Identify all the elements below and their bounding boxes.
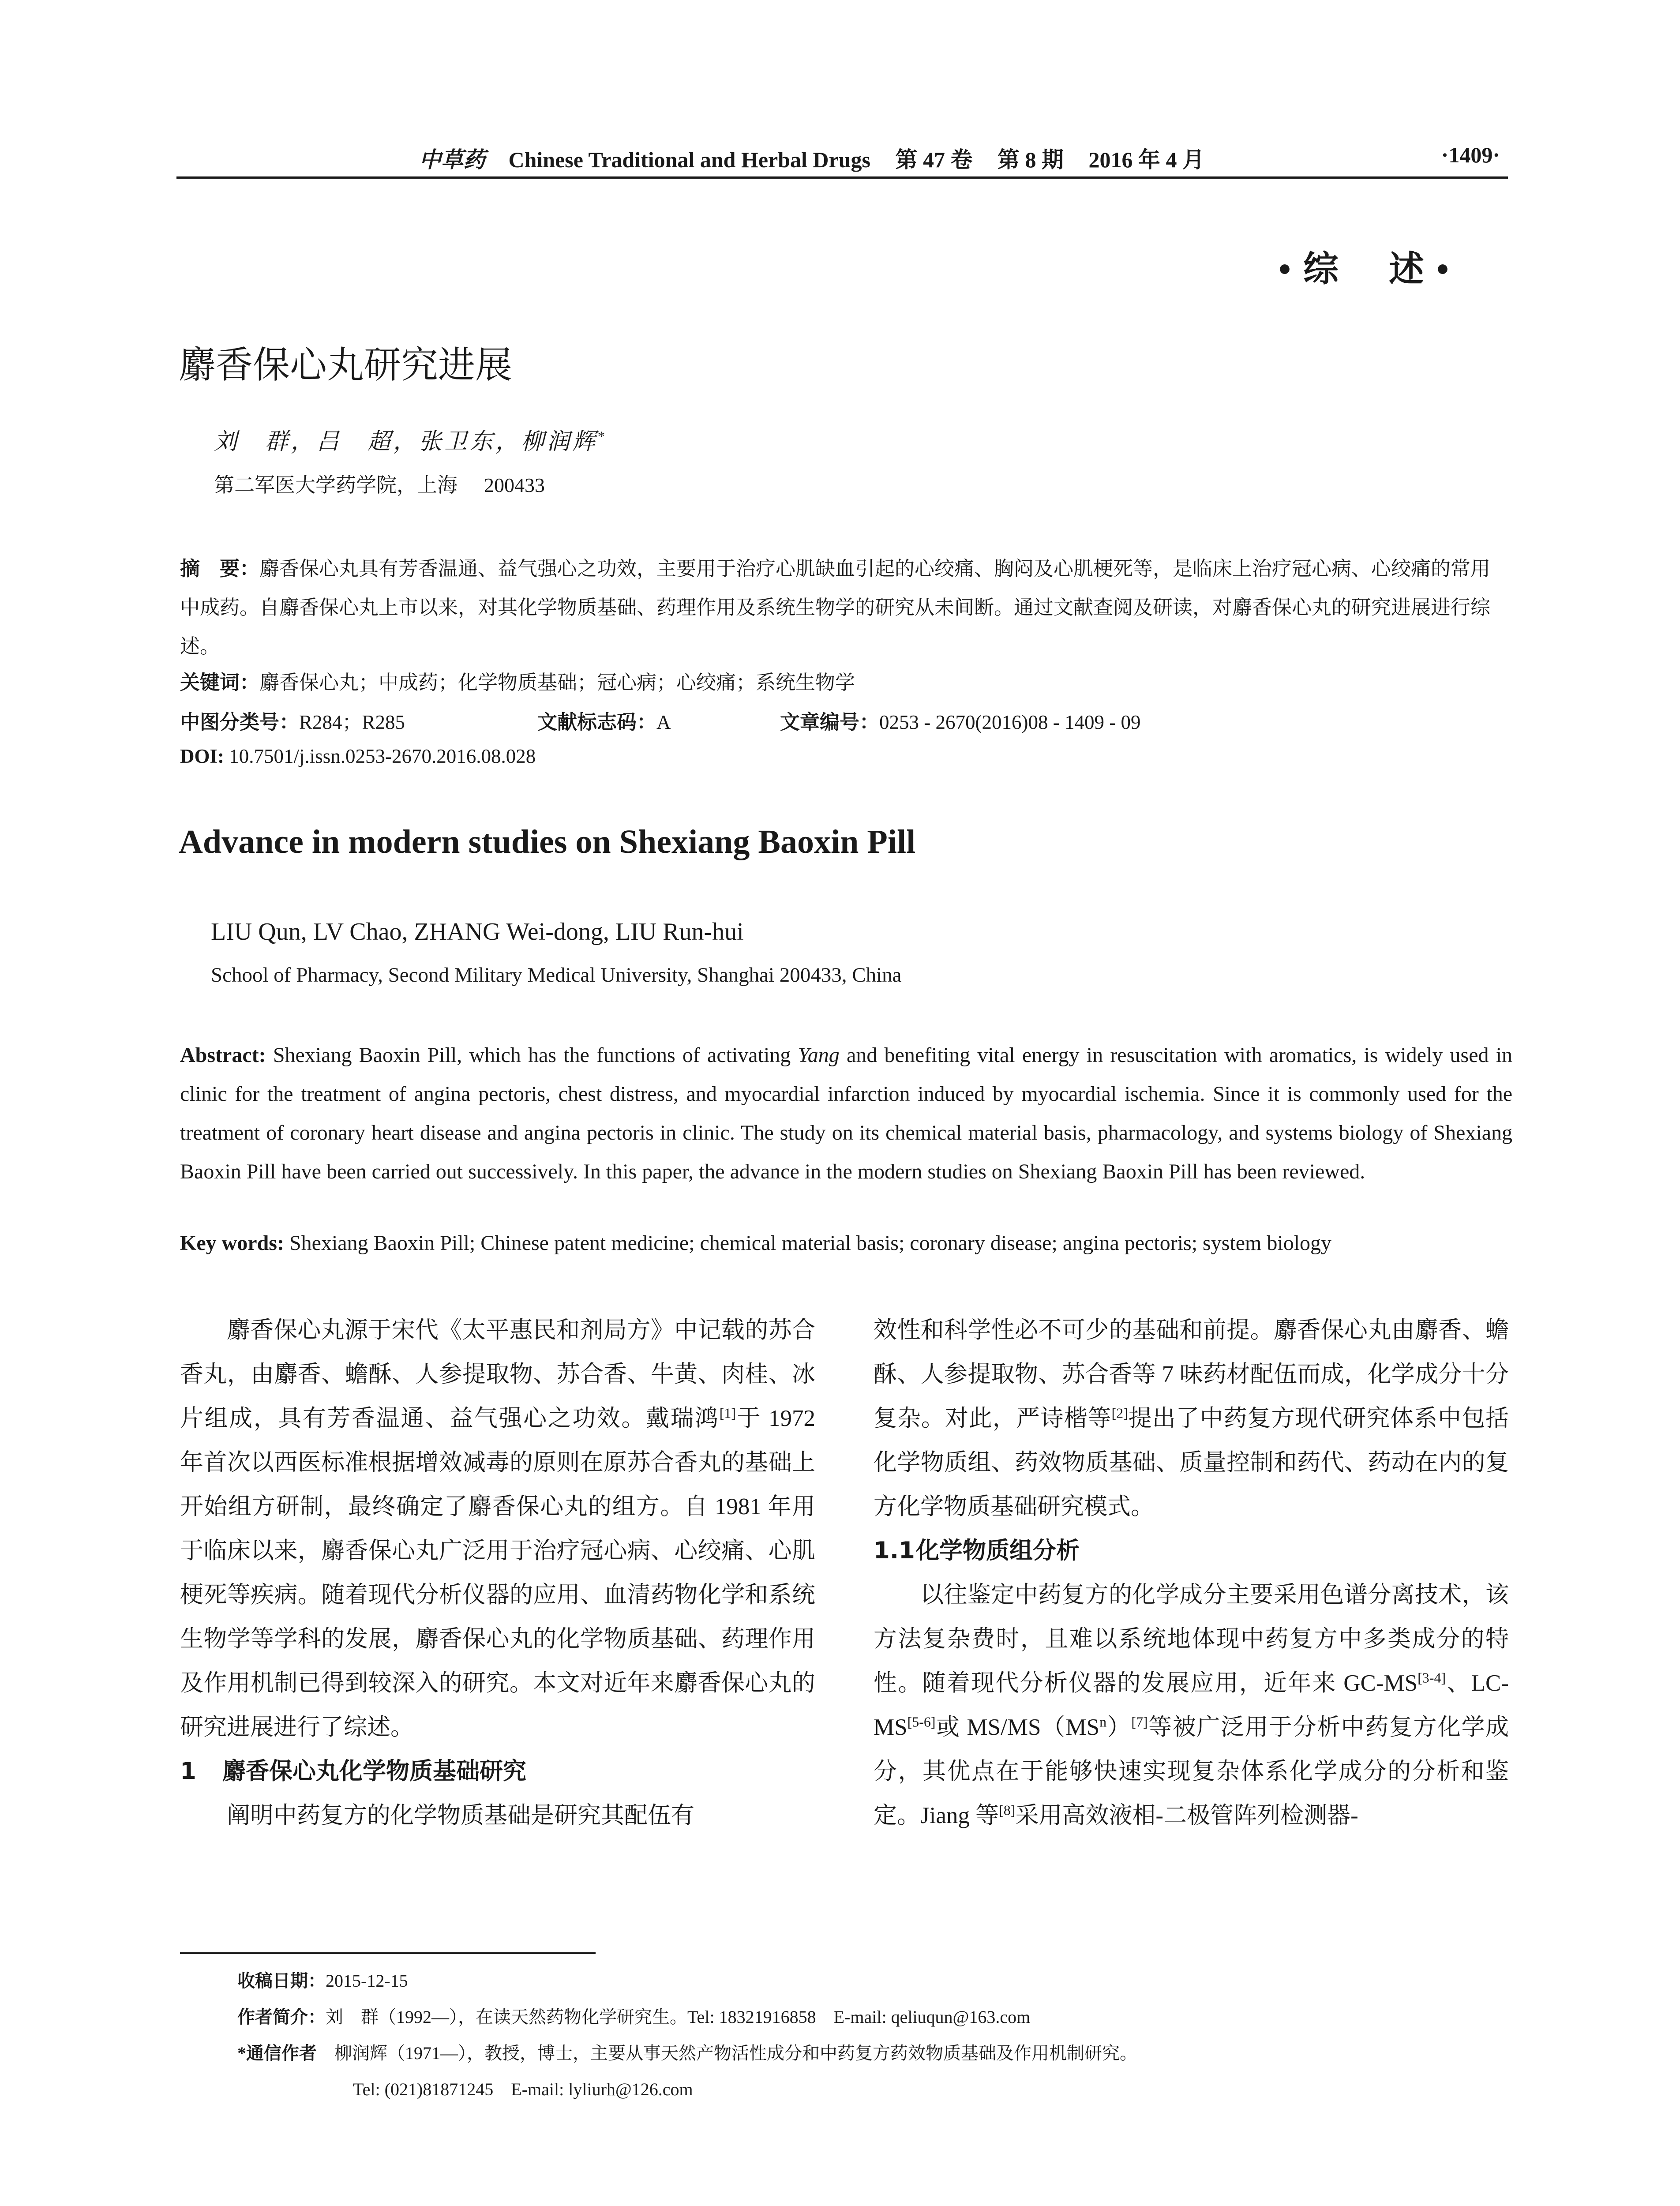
affiliation-en: School of Pharmacy, Second Military Medical University, Shanghai 200433, China bbox=[211, 964, 902, 987]
footnote-text: 刘 群（1992—），在读天然药物化学研究生。Tel: 18321916858 E-mail: qeliuqun@163.com bbox=[326, 2007, 1031, 2027]
section-number: 1.1 bbox=[874, 1537, 915, 1564]
abstract-en-yang: Yang bbox=[798, 1043, 840, 1067]
keywords-cn-text: 麝香保心丸；中成药；化学物质基础；冠心病；心绞痛；系统生物学 bbox=[259, 672, 855, 694]
citation-ref[interactable]: [1] bbox=[719, 1405, 736, 1421]
body-text: ） bbox=[1106, 1715, 1132, 1740]
body-paragraph bbox=[180, 1308, 815, 1749]
body-paragraph bbox=[874, 1573, 1509, 1838]
authors-cn bbox=[214, 423, 608, 456]
keywords-en-text: Shexiang Baoxin Pill; Chinese patent medicine; chemical material basis; coronary disease; angina pectoris; system biology bbox=[289, 1231, 1332, 1255]
doi-line bbox=[180, 745, 536, 768]
clc-label: 中图分类号： bbox=[180, 711, 300, 733]
column-label-bullet-left: • bbox=[1278, 250, 1293, 289]
body-text: 麝香保心丸源于宋代《太平惠民和剂局方》中记载的苏合香丸，由麝香、蟾酥、人参提取物、苏合香、牛黄、肉桂、冰片组成，具有芳香温通、益气强心之功效。戴瑞鸿 bbox=[180, 1317, 815, 1431]
doc-code bbox=[537, 706, 671, 735]
section-heading-1-1 bbox=[874, 1529, 1509, 1573]
article-number bbox=[780, 706, 1140, 735]
doc-code-value: A bbox=[656, 711, 671, 733]
footnote-text: 柳润辉（1971—），教授，博士，主要从事天然产物活性成分和中药复方药效物质基础及作用机制研究。 bbox=[334, 2043, 1137, 2063]
clc-number bbox=[180, 711, 405, 733]
page-number: ·1409· bbox=[1441, 143, 1500, 167]
body-text: 采用高效液相-二极管阵列检测器- bbox=[1015, 1803, 1358, 1828]
column-label-bullet-right: • bbox=[1436, 250, 1451, 289]
header-rule bbox=[176, 176, 1508, 179]
affiliation-cn bbox=[214, 469, 545, 498]
footnote-label: 作者简介： bbox=[237, 2007, 326, 2027]
body-text: 等被广泛用于分析中药复方化学成分，其优点在于能够快速实现复杂体系化学成分的分析和鉴定。Jiang 等 bbox=[874, 1715, 1509, 1828]
footnote-rule bbox=[180, 1952, 596, 1954]
journal-logo-cn: 中草药 bbox=[419, 147, 485, 173]
article-number-label: 文章编号： bbox=[780, 711, 880, 733]
classification-line bbox=[180, 706, 1508, 741]
section-number: 1 bbox=[180, 1758, 196, 1785]
citation-ref[interactable]: [8] bbox=[999, 1802, 1016, 1818]
abstract-en-label: Abstract: bbox=[180, 1043, 266, 1067]
column-label-char-1: 综 bbox=[1303, 250, 1340, 289]
journal-issue: 第 8 期 bbox=[997, 147, 1064, 172]
body-column-left bbox=[180, 1308, 815, 1838]
body-text: 效性和科学性必不可少的基础和前提。麝香保心丸由麝香、蟾酥、人参提取物、苏合香等 7 味药材配伍而成，化学成分十分复杂。对此，严诗楷等 bbox=[874, 1317, 1509, 1431]
abstract-cn-label: 摘 要： bbox=[180, 558, 260, 580]
journal-info bbox=[419, 142, 1224, 174]
section-title: 麝香保心丸化学物质基础研究 bbox=[222, 1758, 526, 1785]
keywords-en-label: Key words: bbox=[180, 1231, 284, 1255]
citation-ref[interactable]: [7] bbox=[1131, 1714, 1148, 1730]
abstract-cn-text: 麝香保心丸具有芳香温通、益气强心之功效，主要用于治疗心肌缺血引起的心绞痛、胸闷及心肌梗死等，是临床上治疗冠心病、心绞痛的常用中成药。自麝香保心丸上市以来，对其化学物质基础、药理作用及系统生物学的研究从未间断。通过文献查阅及研读，对麝香保心丸的研究进展进行综述。 bbox=[180, 558, 1491, 657]
keywords-cn-label: 关键词： bbox=[180, 672, 260, 694]
body-text: 提出了中药复方现代研究体系中包括化学物质组、药效物质基础、质量控制和药代、药动在内的复方化学物质基础研究模式。 bbox=[874, 1406, 1509, 1519]
doc-code-label: 文献标志码： bbox=[537, 711, 657, 733]
clc-value: R284；R285 bbox=[299, 711, 405, 733]
citation-ref[interactable]: [5-6] bbox=[907, 1714, 936, 1730]
footnote-label: 收稿日期： bbox=[237, 1971, 326, 1991]
running-header bbox=[176, 142, 1508, 173]
authors-en: LIU Qun, LV Chao, ZHANG Wei-dong, LIU Run-hui bbox=[211, 918, 744, 945]
article-number-value: 0253 - 2670(2016)08 - 1409 - 09 bbox=[879, 711, 1141, 733]
superscript-n: n bbox=[1099, 1714, 1107, 1730]
section-heading-1 bbox=[180, 1749, 815, 1793]
body-text: 、LC-MS bbox=[874, 1670, 1509, 1740]
citation-ref[interactable]: [3-4] bbox=[1418, 1670, 1446, 1686]
citation-ref[interactable]: [2] bbox=[1111, 1405, 1128, 1421]
abstract-en-text-a: Shexiang Baoxin Pill, which has the functions of activating bbox=[273, 1043, 791, 1067]
doi-label: DOI: bbox=[180, 745, 224, 767]
footnote-text: 2015-12-15 bbox=[326, 1971, 408, 1991]
journal-name-en: Chinese Traditional and Herbal Drugs bbox=[508, 147, 870, 172]
doi-link[interactable]: 10.7501/j.issn.0253-2670.2016.08.028 bbox=[229, 745, 536, 767]
keywords-en bbox=[180, 1231, 1548, 1255]
footnote-author bbox=[237, 2003, 1030, 2028]
footnote-corresponding bbox=[237, 2039, 1137, 2064]
article-title-cn: 麝香保心丸研究进展 bbox=[179, 343, 513, 386]
column-label-char-2: 述 bbox=[1388, 250, 1426, 289]
article-title-en: Advance in modern studies on Shexiang Baoxin Pill bbox=[179, 823, 916, 860]
journal-volume: 第 47 卷 bbox=[895, 147, 973, 172]
journal-date: 2016 年 4 月 bbox=[1088, 147, 1204, 172]
authors-cn-names: 刘 群，吕 超，张卫东，柳润辉 bbox=[214, 429, 598, 454]
body-paragraph bbox=[180, 1793, 815, 1838]
body-column-right bbox=[874, 1308, 1509, 1838]
affiliation-cn-zip: 200433 bbox=[484, 474, 545, 496]
body-paragraph bbox=[874, 1308, 1509, 1529]
body-text: 以往鉴定中药复方的化学成分主要采用色谱分离技术，该方法复杂费时，且难以系统地体现中药复方中多类成分的特性。随着现代分析仪器的发展应用，近年来 GC-MS bbox=[874, 1582, 1509, 1696]
column-label bbox=[1279, 240, 1451, 291]
body-text: 阐明中药复方的化学物质基础是研究其配伍有 bbox=[227, 1803, 694, 1828]
corresponding-mark: * bbox=[598, 428, 608, 444]
footnote-received bbox=[237, 1967, 408, 1992]
section-title: 化学物质组分析 bbox=[916, 1537, 1080, 1564]
abstract-en-text-b: and benefiting vital energy in resuscitation with aromatics, is widely used in clinic for the treatment of angina pectoris, chest distress, and myocardial infarction induced by myocardial ischemia. Since it is commonly used for the treatment of coronary heart disease and angina pectoris in clinic. The study on its chemical material basis, pharmacology, and systems biology of Shexiang Baoxin Pill have been carried out successively. In this paper, the advance in the modern studies on Shexiang Baoxin Pill has been reviewed. bbox=[180, 1043, 1513, 1183]
keywords-cn bbox=[180, 666, 855, 695]
footnote-label: *通信作者 bbox=[237, 2043, 317, 2063]
body-text: 或 MS/MS（MS bbox=[935, 1715, 1100, 1740]
affiliation-cn-name: 第二军医大学药学院，上海 bbox=[214, 474, 458, 496]
body-text: 于 1972 年首次以西医标准根据增效减毒的原则在原苏合香丸的基础上开始组方研制，最终确定了麝香保心丸的组方。自 1981 年用于临床以来，麝香保心丸广泛用于治疗冠心病、心绞痛、心肌梗死等疾病。随着现代分析仪器的应用、血清药物化学和系统生物学等学科的发展，麝香保心丸的化学物质基础、药理作用及作用机制已得到较深入的研究。本文对近年来麝香保心丸的研究进展进行了综述。 bbox=[180, 1406, 816, 1740]
abstract-en bbox=[180, 1036, 1512, 1191]
abstract-cn bbox=[180, 549, 1508, 666]
footnote-corresponding-contact: Tel: (021)81871245 E-mail: lyliurh@126.com bbox=[353, 2079, 693, 2099]
